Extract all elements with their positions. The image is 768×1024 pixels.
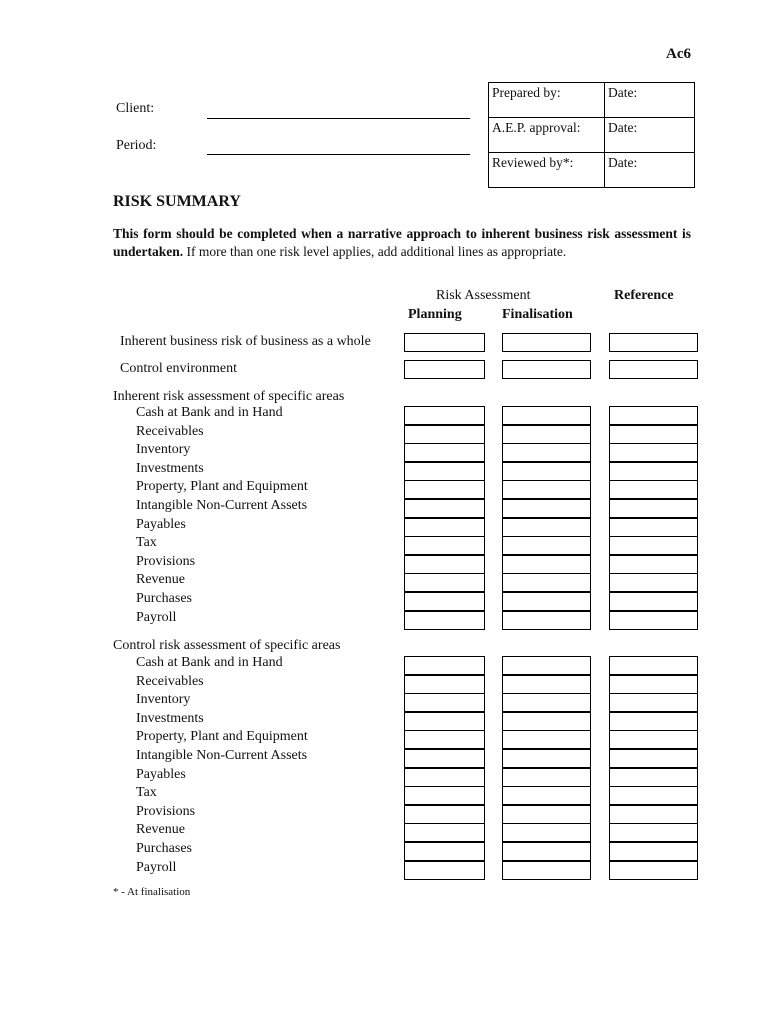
reference-box[interactable] bbox=[609, 749, 698, 768]
planning-box[interactable] bbox=[404, 805, 485, 824]
control_section-item-label: Investments bbox=[136, 711, 204, 726]
planning-box[interactable] bbox=[404, 786, 485, 805]
planning-box[interactable] bbox=[404, 360, 485, 379]
planning-box[interactable] bbox=[404, 861, 485, 880]
inherent_section-item-label: Intangible Non-Current Assets bbox=[136, 498, 308, 513]
finalisation-box[interactable] bbox=[502, 462, 591, 481]
reference-box[interactable] bbox=[609, 555, 698, 574]
reference-box[interactable] bbox=[609, 592, 698, 611]
reference-box[interactable] bbox=[609, 425, 698, 444]
signoff-table bbox=[488, 82, 695, 188]
document-code: Ac6 bbox=[666, 46, 691, 62]
finalisation-box[interactable] bbox=[502, 786, 591, 805]
prepared-by-cell[interactable]: Prepared by: bbox=[489, 83, 605, 118]
finalisation-box[interactable] bbox=[502, 425, 591, 444]
intro-bold-text: This form should be completed when a narrative approach to inherent business risk assessment is undertaken. bbox=[113, 226, 691, 259]
control_section-item-label: Payroll bbox=[136, 860, 177, 875]
inherent_section-item-label: Provisions bbox=[136, 554, 196, 569]
reference-box[interactable] bbox=[609, 786, 698, 805]
planning-box[interactable] bbox=[404, 443, 485, 462]
finalisation-box[interactable] bbox=[502, 480, 591, 499]
finalisation-box[interactable] bbox=[502, 333, 591, 352]
inherent_section-item-label: Revenue bbox=[136, 572, 185, 587]
inherent_section-item-label: Inventory bbox=[136, 442, 191, 457]
inherent_section-item-label: Property, Plant and Equipment bbox=[136, 479, 308, 494]
signoff-row bbox=[489, 153, 695, 188]
control_section-item-label: Tax bbox=[136, 785, 157, 800]
footnote: * - At finalisation bbox=[113, 886, 191, 898]
planning-box[interactable] bbox=[404, 406, 485, 425]
prepared-date-cell[interactable]: Date: bbox=[605, 83, 695, 118]
intro-normal-text: If more than one risk level applies, add additional lines as appropriate. bbox=[183, 244, 567, 259]
planning-box[interactable] bbox=[404, 656, 485, 675]
finalisation-box[interactable] bbox=[502, 823, 591, 842]
control_section-item-label: Cash at Bank and in Hand bbox=[136, 655, 283, 670]
reference-box[interactable] bbox=[609, 462, 698, 481]
finalisation-box[interactable] bbox=[502, 656, 591, 675]
reference-box[interactable] bbox=[609, 360, 698, 379]
inherent_section-item-label: Cash at Bank and in Hand bbox=[136, 405, 283, 420]
control_section-item-label: Provisions bbox=[136, 804, 196, 819]
reference-box[interactable] bbox=[609, 573, 698, 592]
planning-box[interactable] bbox=[404, 693, 485, 712]
reference-box[interactable] bbox=[609, 480, 698, 499]
reviewed-date-cell[interactable]: Date: bbox=[605, 153, 695, 188]
signoff-row bbox=[489, 118, 695, 153]
control_section-item-label: Intangible Non-Current Assets bbox=[136, 748, 308, 763]
finalisation-box[interactable] bbox=[502, 749, 591, 768]
reference-box[interactable] bbox=[609, 536, 698, 555]
client-label: Client: bbox=[116, 101, 155, 116]
finalisation-box[interactable] bbox=[502, 592, 591, 611]
reference-box[interactable] bbox=[609, 333, 698, 352]
planning-box[interactable] bbox=[404, 842, 485, 861]
finalisation-box[interactable] bbox=[502, 443, 591, 462]
finalisation-box[interactable] bbox=[502, 518, 591, 537]
planning-box[interactable] bbox=[404, 823, 485, 842]
planning-box[interactable] bbox=[404, 675, 485, 694]
planning-box[interactable] bbox=[404, 712, 485, 731]
aep-date-cell[interactable]: Date: bbox=[605, 118, 695, 153]
planning-header: Planning bbox=[408, 307, 462, 322]
reference-box[interactable] bbox=[609, 499, 698, 518]
inherent_section-section-title: Inherent risk assessment of specific areas bbox=[113, 389, 345, 404]
reference-box[interactable] bbox=[609, 842, 698, 861]
general-row-label: Inherent business risk of business as a whole bbox=[120, 334, 371, 349]
reviewed-by-cell[interactable]: Reviewed by*: bbox=[489, 153, 605, 188]
finalisation-box[interactable] bbox=[502, 499, 591, 518]
inherent_section-item-label: Payroll bbox=[136, 610, 177, 625]
finalisation-box[interactable] bbox=[502, 675, 591, 694]
planning-box[interactable] bbox=[404, 749, 485, 768]
planning-box[interactable] bbox=[404, 730, 485, 749]
client-field[interactable] bbox=[207, 118, 470, 119]
finalisation-header: Finalisation bbox=[502, 307, 573, 322]
finalisation-box[interactable] bbox=[502, 406, 591, 425]
reference-header: Reference bbox=[614, 288, 674, 303]
control_section-item-label: Receivables bbox=[136, 674, 204, 689]
reference-box[interactable] bbox=[609, 861, 698, 880]
reference-box[interactable] bbox=[609, 712, 698, 731]
signoff-row bbox=[489, 83, 695, 118]
reference-box[interactable] bbox=[609, 443, 698, 462]
planning-box[interactable] bbox=[404, 499, 485, 518]
reference-box[interactable] bbox=[609, 518, 698, 537]
planning-box[interactable] bbox=[404, 536, 485, 555]
control_section-item-label: Revenue bbox=[136, 822, 185, 837]
inherent_section-item-label: Investments bbox=[136, 461, 204, 476]
control_section-item-label: Payables bbox=[136, 767, 186, 782]
control_section-item-label: Purchases bbox=[136, 841, 192, 856]
control_section-item-label: Property, Plant and Equipment bbox=[136, 729, 308, 744]
planning-box[interactable] bbox=[404, 592, 485, 611]
planning-box[interactable] bbox=[404, 333, 485, 352]
reference-box[interactable] bbox=[609, 675, 698, 694]
general-row-label: Control environment bbox=[120, 361, 238, 376]
finalisation-box[interactable] bbox=[502, 536, 591, 555]
period-field[interactable] bbox=[207, 154, 470, 155]
planning-box[interactable] bbox=[404, 611, 485, 630]
reference-box[interactable] bbox=[609, 611, 698, 630]
reference-box[interactable] bbox=[609, 693, 698, 712]
finalisation-box[interactable] bbox=[502, 611, 591, 630]
finalisation-box[interactable] bbox=[502, 693, 591, 712]
finalisation-box[interactable] bbox=[502, 768, 591, 787]
risk-assessment-header: Risk Assessment bbox=[436, 288, 531, 303]
reference-box[interactable] bbox=[609, 823, 698, 842]
finalisation-box[interactable] bbox=[502, 730, 591, 749]
finalisation-box[interactable] bbox=[502, 555, 591, 574]
planning-box[interactable] bbox=[404, 555, 485, 574]
planning-box[interactable] bbox=[404, 573, 485, 592]
finalisation-box[interactable] bbox=[502, 712, 591, 731]
page-title: RISK SUMMARY bbox=[113, 193, 241, 210]
reference-box[interactable] bbox=[609, 805, 698, 824]
inherent_section-item-label: Purchases bbox=[136, 591, 192, 606]
planning-box[interactable] bbox=[404, 518, 485, 537]
finalisation-box[interactable] bbox=[502, 842, 591, 861]
control_section-section-title: Control risk assessment of specific areas bbox=[113, 638, 341, 653]
finalisation-box[interactable] bbox=[502, 861, 591, 880]
finalisation-box[interactable] bbox=[502, 360, 591, 379]
aep-approval-cell[interactable]: A.E.P. approval: bbox=[489, 118, 605, 153]
inherent_section-item-label: Payables bbox=[136, 517, 186, 532]
inherent_section-item-label: Tax bbox=[136, 535, 157, 550]
period-label: Period: bbox=[116, 138, 157, 153]
reference-box[interactable] bbox=[609, 768, 698, 787]
planning-box[interactable] bbox=[404, 425, 485, 444]
reference-box[interactable] bbox=[609, 406, 698, 425]
reference-box[interactable] bbox=[609, 730, 698, 749]
planning-box[interactable] bbox=[404, 480, 485, 499]
reference-box[interactable] bbox=[609, 656, 698, 675]
planning-box[interactable] bbox=[404, 768, 485, 787]
inherent_section-item-label: Receivables bbox=[136, 424, 204, 439]
intro-paragraph bbox=[113, 225, 691, 261]
planning-box[interactable] bbox=[404, 462, 485, 481]
control_section-item-label: Inventory bbox=[136, 692, 191, 707]
finalisation-box[interactable] bbox=[502, 573, 591, 592]
finalisation-box[interactable] bbox=[502, 805, 591, 824]
